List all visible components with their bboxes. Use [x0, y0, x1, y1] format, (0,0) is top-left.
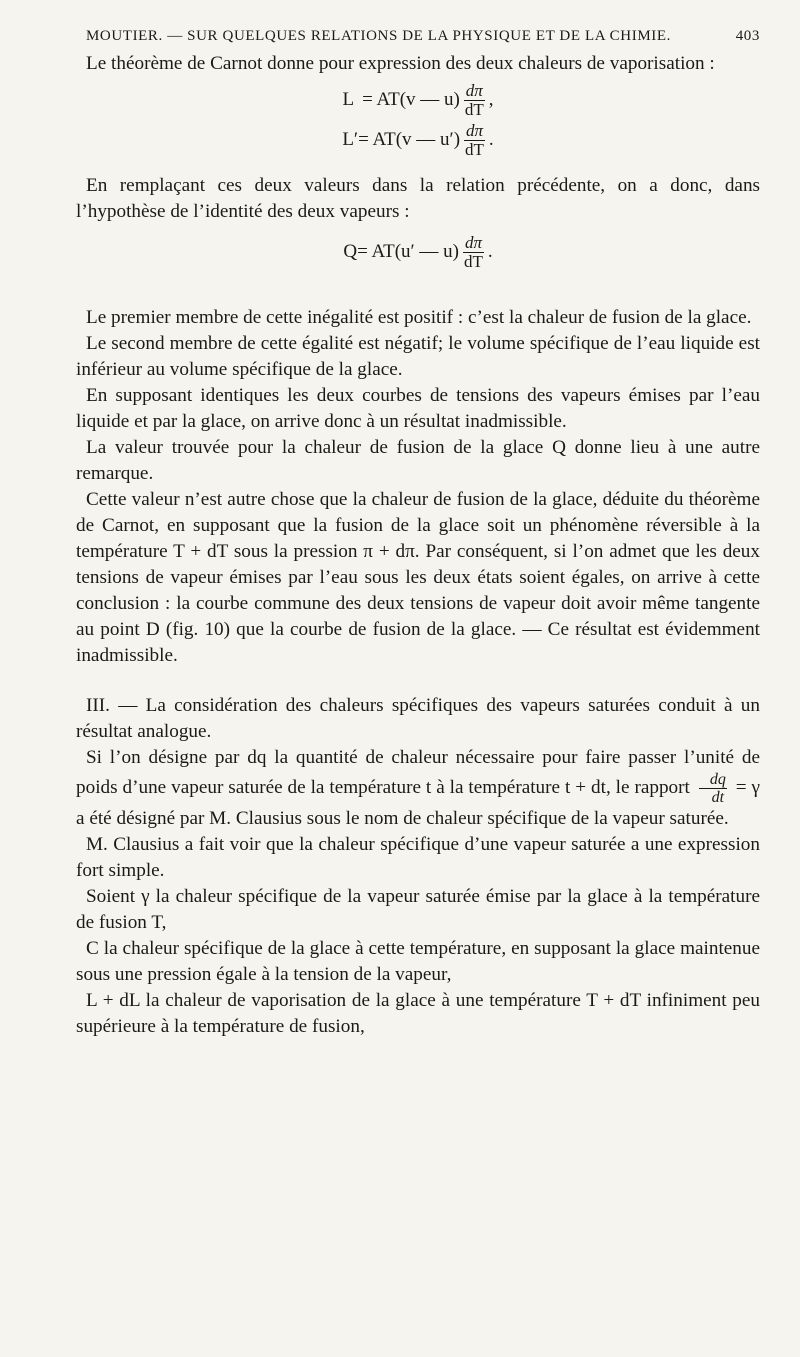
dq-dt-fraction	[699, 771, 727, 806]
page-number: 403	[735, 28, 760, 44]
paragraph-gamma: Soient γ la chaleur spécifique de la vapeur saturée émise par la glace à la température de fusion T,	[76, 886, 760, 933]
p9-text-a: Si l’on désigne par dq la quantité de chaleur nécessaire pour faire passer l’unité de poids d’une vapeur saturée de la température t à la température t + dt, le rapport	[76, 747, 760, 798]
paragraph-fusion-value: La valeur trouvée pour la chaleur de fusion de la glace Q donne lieu à une autre remarque.	[76, 437, 760, 484]
frac-numerator: dπ	[464, 232, 482, 252]
eq-fraction	[463, 82, 486, 119]
paragraph-carnot-deduction: Cette valeur n’est autre chose que la chaleur de fusion de la glace, déduite du théorème de Carnot, en supposant que la fusion de la glace soit un phénomène réversible à la température T + dT sous la pression π + dπ. Par conséquent, si l’on admet que les deux tensions de vapeur émises par l’eau sous les deux états soient égales, on arrive à cette conclusion : la courbe commune des deux tensions de vapeur doit avoir même tangente au point D (fig. 10) que la courbe de fusion de la glace. — Ce résultat est évidemment inadmissible.	[76, 489, 760, 666]
frac-numerator: dq	[699, 771, 727, 789]
eq-rhs: = AT(v — u)	[362, 89, 460, 110]
paragraph-identical-curves: En supposant identiques les deux courbes de tensions des vapeurs émises par l’eau liquide et par la glace, on arrive donc à un résultat inadmissible.	[76, 385, 760, 432]
paragraph-clausius: M. Clausius a fait voir que la chaleur spécifique d’une vapeur saturée a une expression fort simple.	[76, 834, 760, 881]
eq-lhs: L	[342, 89, 355, 110]
frac-denominator: dT	[464, 251, 483, 271]
paragraph-C: C la chaleur spécifique de la glace à cette température, en supposant la glace maintenue sous une pression égale à la tension de la vapeur,	[76, 938, 760, 985]
eq-tail: .	[487, 241, 493, 262]
paragraph-section-III: III. — La considération des chaleurs spécifiques des vapeurs saturées conduit à un résultat analogue.	[76, 695, 760, 742]
eq-lhs: Q	[343, 241, 358, 262]
eq-fraction	[462, 234, 485, 271]
eq-rhs: = AT(u′ — u)	[357, 241, 460, 262]
eq-tail: ,	[488, 89, 494, 110]
eq-tail: .	[488, 129, 494, 150]
p9-text-b: = γ a été désigné par M. Clausius sous le nom de chaleur spécifique de la vapeur saturée.	[76, 776, 760, 829]
paragraph-first-member: Le premier membre de cette inégalité est positif : c’est la chaleur de fusion de la glace.	[86, 307, 752, 328]
paragraph-second-member: Le second membre de cette égalité est négatif; le volume spécifique de l’eau liquide est inférieur au volume spécifique de la glace.	[76, 333, 760, 380]
paragraph-L-dL: L + dL la chaleur de vaporisation de la glace à une température T + dT infiniment peu supérieure à la température de fusion,	[76, 990, 760, 1037]
frac-denominator: dt	[711, 789, 725, 806]
frac-numerator: dπ	[465, 120, 483, 140]
running-head	[86, 28, 760, 45]
frac-denominator: dT	[464, 99, 484, 119]
eq-fraction	[463, 122, 486, 159]
running-title: MOUTIER. — SUR QUELQUES RELATIONS DE LA PHYSIQUE ET DE LA CHIMIE.	[86, 28, 671, 44]
paragraph-substitution: En remplaçant ces deux valeurs dans la relation précédente, on a donc, dans l’hypothèse de l’identité des deux vapeurs :	[76, 175, 760, 222]
paragraph-carnot-intro: Le théorème de Carnot donne pour expression des deux chaleurs de vaporisation :	[86, 53, 715, 74]
frac-denominator: dT	[465, 139, 484, 159]
eq-rhs: = AT(v — u′)	[358, 129, 461, 150]
eq-lhs: L′	[342, 129, 359, 150]
equation-L-prime	[76, 117, 760, 163]
paragraph-specific-heat-definition	[76, 745, 760, 832]
frac-numerator: dπ	[465, 80, 483, 100]
equation-Q	[76, 229, 760, 275]
